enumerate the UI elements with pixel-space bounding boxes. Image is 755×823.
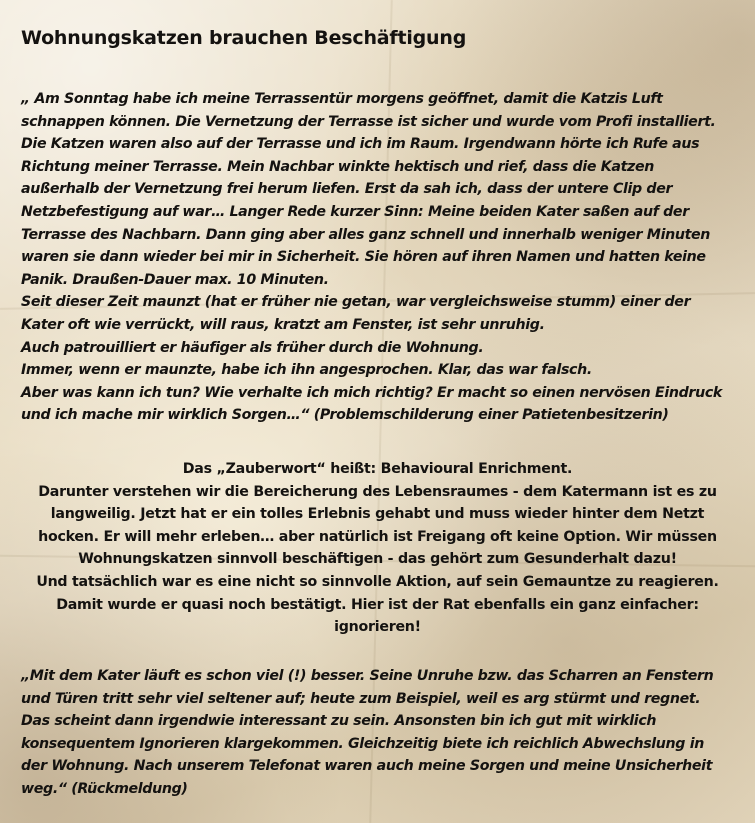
- text-line: Damit wurde er quasi noch bestätigt. Hier ist der Rat ebenfalls ein ganz einfacher:: [56, 596, 699, 613]
- text-line: Die Katzen waren also auf der Terrasse und ich im Raum. Irgendwann hörte ich Rufe aus: [21, 136, 700, 153]
- advice-paragraph: [0, 458, 755, 639]
- text-line: Und tatsächlich war es eine nicht so sinnvolle Aktion, auf sein Gemauntze zu reagieren.: [36, 573, 719, 590]
- text-line: langweilig. Jetzt hat er ein tolles Erlebnis gehabt und muss wieder hinter dem Netzt: [50, 506, 705, 523]
- text-line: „ Am Sonntag habe ich meine Terrassentür morgens geöffnet, damit die Katzis Luft: [21, 91, 663, 107]
- text-line: konsequentem Ignorieren klargekommen. Gleichzeitig biete ich reichlich Abwechslung in: [21, 735, 704, 752]
- page-title: Wohnungskatzen brauchen Beschäftigung: [21, 27, 467, 49]
- text-line: Richtung meiner Terrasse. Mein Nachbar winkte hektisch und rief, dass die Katzen: [21, 158, 654, 175]
- text-line: Panik. Draußen-Dauer max. 10 Minuten.: [21, 271, 329, 288]
- text-line: ignorieren!: [334, 619, 421, 636]
- text-line: Das scheint dann irgendwie interessant zu sein. Ansonsten bin ich gut mit wirklich: [21, 713, 657, 730]
- text-line: schnappen können. Die Vernetzung der Terrasse ist sicher und wurde vom Profi installiert.: [21, 113, 716, 130]
- text-line: hocken. Er will mehr erleben… aber natürlich ist Freigang oft keine Option. Wir müssen: [38, 528, 717, 545]
- text-line: Darunter verstehen wir die Bereicherung des Lebensraumes - dem Katermann ist es zu: [38, 483, 717, 500]
- text-line: Wohnungskatzen sinnvoll beschäftigen - das gehört zum Gesunderhalt dazu!: [78, 551, 677, 568]
- text-line: Netzbefestigung auf war… Langer Rede kurzer Sinn: Meine beiden Kater saßen auf der: [21, 203, 689, 220]
- text-line: Terrasse des Nachbarn. Dann ging aber alles ganz schnell und innerhalb weniger Minuten: [21, 226, 711, 243]
- text-line: waren sie dann wieder bei mir in Sicherheit. Sie hören auf ihren Namen und hatten keine: [21, 249, 706, 266]
- text-line: Kater oft wie verrückt, will raus, kratzt am Fenster, ist sehr unruhig.: [21, 316, 545, 333]
- feedback-quote: [21, 665, 713, 801]
- text-line: und Türen tritt sehr viel seltener auf; heute zum Beispiel, weil es arg stürmt und regnet.: [21, 690, 701, 707]
- text-line: der Wohnung. Nach unserem Telefonat waren auch meine Sorgen und meine Unsicherheit: [21, 758, 713, 775]
- text-line: Immer, wenn er maunzte, habe ich ihn angesprochen. Klar, das war falsch.: [21, 362, 592, 379]
- text-line: Das „Zauberwort“ heißt: Behavioural Enrichment.: [182, 461, 573, 477]
- text-line: „Mit dem Kater läuft es schon viel (!) besser. Seine Unruhe bzw. das Scharren an Fenstern: [21, 668, 714, 684]
- text-line: Aber was kann ich tun? Wie verhalte ich mich richtig? Er macht so einen nervösen Eindruck: [21, 384, 722, 401]
- text-line: Auch patrouilliert er häufiger als früher durch die Wohnung.: [21, 339, 484, 356]
- text-line: Seit dieser Zeit maunzt (hat er früher nie getan, war vergleichsweise stumm) einer der: [21, 294, 691, 311]
- text-line: außerhalb der Vernetzung frei herum liefen. Erst da sah ich, dass der untere Clip der: [21, 181, 673, 198]
- text-line: und ich mache mir wirklich Sorgen…“ (Problemschilderung einer Patietenbesitzerin): [21, 407, 669, 424]
- problem-quote: [21, 88, 722, 427]
- text-line: weg.“ (Rückmeldung): [21, 780, 188, 797]
